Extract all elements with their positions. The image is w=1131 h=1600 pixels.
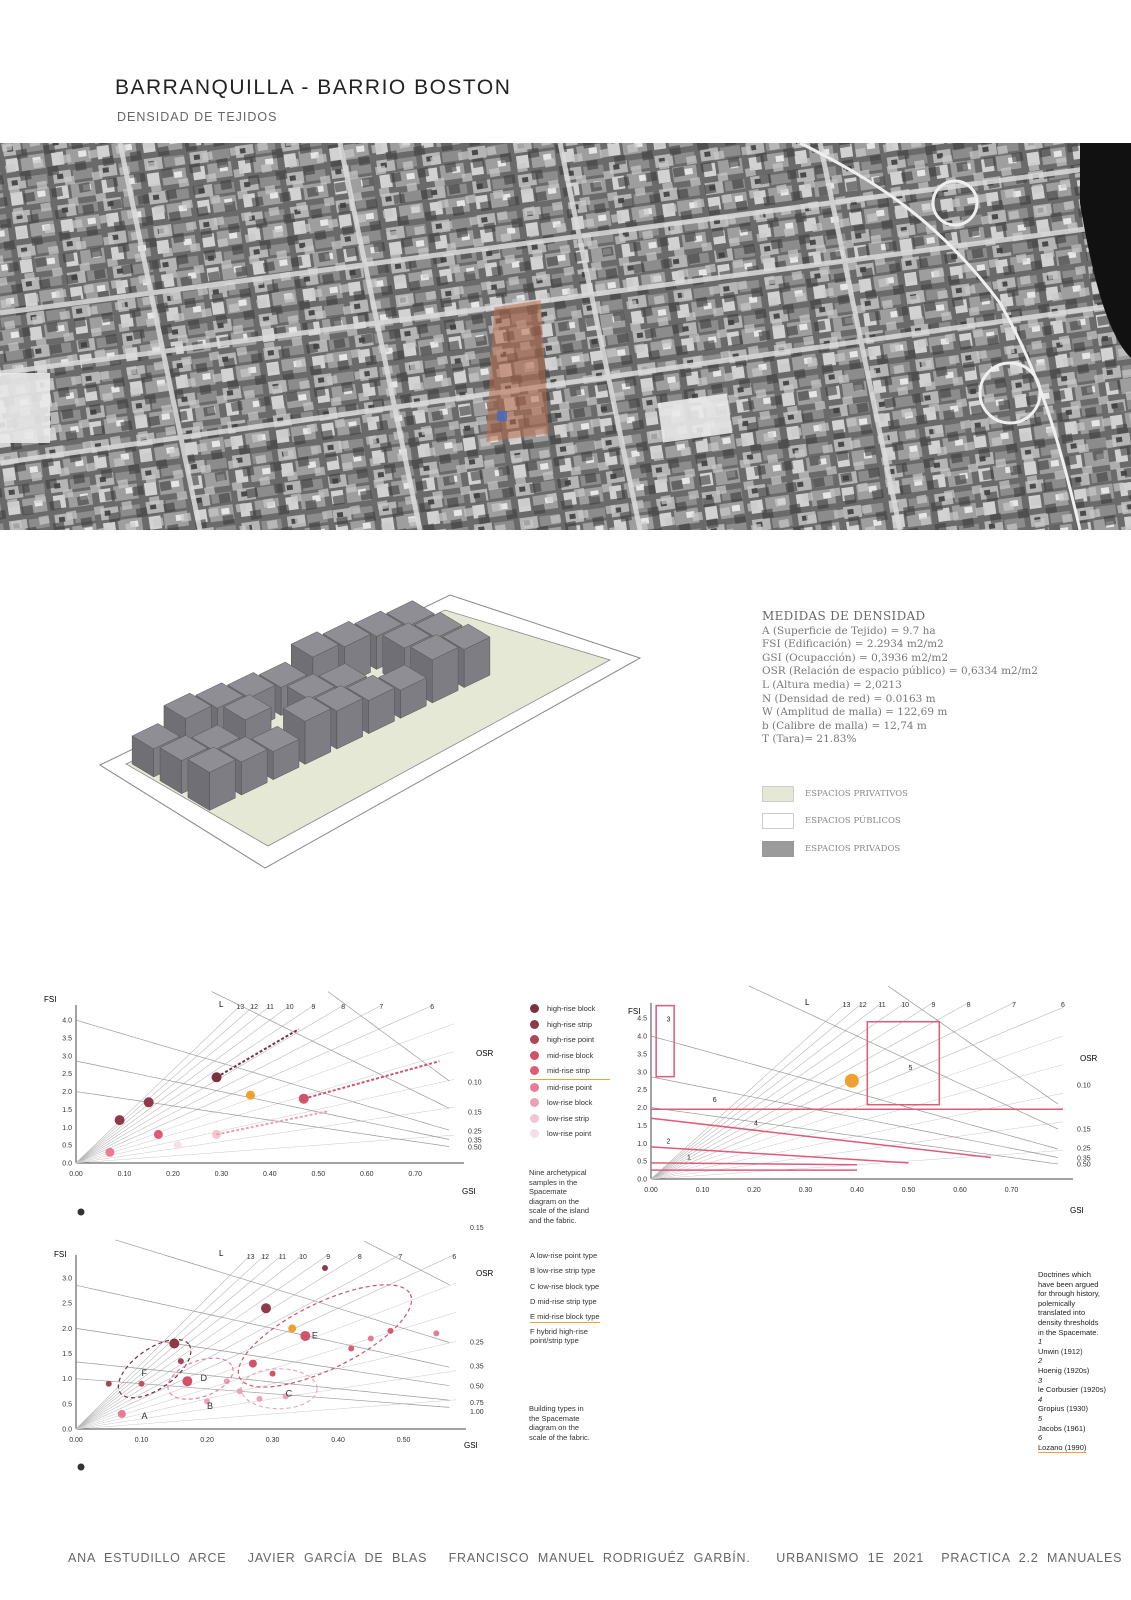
l-tick-label: 12 [250,1004,258,1011]
x-tick-label: 0.30 [265,1437,280,1444]
osr-tick-label: 0.35 [468,1137,482,1145]
data-point [237,1388,243,1394]
legend-label-privados: ESPACIOS PRIVADOS [805,844,901,854]
group-label: E [311,1330,318,1341]
y-tick-label: 2.0 [62,1089,72,1097]
y-tick-label: 1.0 [637,1140,647,1148]
data-point [154,1130,163,1139]
caption-line: translated into [1038,1308,1086,1318]
footer-credits: ANA ESTUDILLO ARCE JAVIER GARCÍA DE BLAS FRANCISCO MANUEL RODRIGUÉZ GARBÍN. URBANISMO 1E 2021 PRACTICA 2.2 MANUALES [68,1551,1123,1565]
doctrine-number: 5 [1038,1413,1043,1423]
spacemate-chart-building-types [44,1225,609,1475]
page-subtitle: DENSIDAD DE TEJIDOS [117,110,278,124]
osr-tick-label: 1.00 [470,1408,484,1416]
osr-label: OSR [476,1269,494,1278]
y-tick-label: 2.0 [637,1105,647,1113]
chart-b-caption [1038,1270,1106,1453]
type-item-highlight: E mid-rise block type [530,1312,600,1322]
osr-tick-label: 0.10 [468,1079,482,1087]
y-tick-label: 0.0 [637,1176,647,1184]
x-tick-label: 0.00 [69,1171,83,1178]
l-tick-label: 11 [278,1254,287,1261]
l-tick-label: 7 [398,1254,403,1261]
data-point [249,1360,257,1368]
y-tick-label: 4.0 [637,1033,647,1041]
legend-label-privativos: ESPACIOS PRIVATIVOS [805,789,908,799]
y-tick-label: 2.5 [62,1071,72,1079]
barrio-boston-point [845,1074,859,1088]
data-point [288,1324,296,1332]
gsi-axis-label: GSI [1070,1206,1084,1215]
type-item: A low-rise point type [530,1251,598,1260]
y-tick-label: 1.5 [637,1122,647,1130]
l-tick-label: 13 [246,1254,255,1261]
aerial-photo [0,143,1131,530]
osr-tick-label: 0.25 [468,1128,482,1136]
legend-label: high-rise strip [547,1019,593,1029]
group-label: F [141,1368,148,1379]
caption-line: diagram on the [529,1423,580,1433]
l-tick-label: 12 [261,1254,270,1261]
data-point [115,1115,125,1125]
l-label: L [219,1000,224,1009]
l-tick-label: 10 [285,1004,294,1011]
fsi-axis-label: FSI [44,995,57,1004]
legend-item [530,1017,610,1033]
y-tick-label: 3.0 [62,1053,72,1061]
doctrine-number: 2 [1038,1356,1043,1366]
chart-a-legend [530,1001,610,1142]
type-item: F hybrid high-rise point/strip type [530,1327,588,1346]
l-tick-label: 6 [452,1254,457,1261]
legend-label: mid-rise block [547,1050,594,1060]
y-tick-label: 1.0 [62,1124,72,1132]
doctrine-name: le Corbusier (1920s) [1038,1385,1106,1395]
data-point [106,1381,112,1387]
doctrine-number: 6 [1038,1433,1043,1443]
x-tick-label: 0.00 [644,1187,658,1194]
doctrine-number: 4 [1038,1394,1043,1404]
data-point [270,1371,276,1377]
l-tick-label: 12 [858,1002,867,1009]
legend-marker [530,1129,539,1138]
zone-label: 3 [666,1016,671,1024]
caption-line: diagram on the [529,1196,580,1206]
measure-line: A (Superficie de Tejido) = 9.7 ha [762,624,936,637]
l-tick-label: 13 [842,1002,851,1009]
l-tick-label: 11 [878,1002,886,1009]
gsi-axis-label: GSI [464,1441,478,1450]
page-title: BARRANQUILLA - BARRIO BOSTON [115,76,512,99]
legend-label: low-rise block [547,1098,593,1108]
logo-icon [78,1209,85,1216]
x-tick-label: 0.00 [69,1437,83,1444]
x-tick-label: 0.60 [953,1187,967,1194]
y-tick-label: 0.5 [62,1142,72,1150]
data-point [178,1358,184,1364]
doctrine-number: 3 [1038,1375,1043,1385]
x-tick-label: 0.50 [311,1171,326,1178]
legend-label: high-rise block [547,1004,596,1014]
x-tick-label: 0.50 [396,1437,411,1444]
osr-tick-label: 0.25 [1077,1145,1091,1153]
caption-line: density thresholds [1038,1317,1099,1327]
caption-line: Doctrines which [1038,1270,1091,1279]
legend-item [530,1032,610,1048]
l-tick-label: 11 [266,1004,274,1011]
legend-swatch-privados [762,841,794,857]
y-tick-label: 2.5 [637,1087,647,1095]
caption-line: for through history, [1038,1289,1100,1299]
l-label: L [805,998,810,1007]
measure-line: OSR (Relación de espacio público) = 0,6334 m2/m2 [762,665,1038,678]
axonometric-block-model [90,560,650,890]
x-tick-label: 0.40 [263,1171,277,1178]
l-tick-label: 8 [357,1254,362,1261]
zone-label: 5 [908,1064,913,1072]
legend-item [530,1001,610,1017]
group-label: D [200,1373,207,1384]
caption-line: Building types in [529,1404,584,1413]
doctrine-name-highlight: Lozano (1990) [1038,1442,1087,1452]
osr-tick-label: 0.25 [470,1339,484,1347]
osr-label: OSR [476,1049,494,1058]
x-tick-label: 0.20 [166,1171,180,1178]
x-tick-label: 0.20 [200,1437,214,1444]
l-tick-label: 13 [236,1004,245,1011]
caption-line: polemically [1038,1298,1076,1308]
caption-line: Nine archetypical [529,1168,587,1177]
measure-line: L (Altura media) = 2,0213 [762,678,902,691]
y-tick-label: 3.5 [637,1051,647,1059]
doctrine-name: Hoenig (1920s) [1038,1365,1090,1375]
y-tick-label: 3.0 [637,1069,647,1077]
group-label: C [285,1388,293,1399]
data-point [246,1091,255,1100]
data-point [144,1097,154,1107]
legend-item [530,1126,610,1142]
data-point [174,1141,182,1149]
measure-line: b (Calibre de malla) = 12,74 m [762,719,927,732]
l-tick-label: 10 [299,1254,307,1261]
y-tick-label: 0.0 [62,1160,72,1168]
osr-tick-label: 0.35 [470,1363,484,1371]
measure-line: N (Densidad de red) = 0.0163 m [762,692,936,705]
legend-item [530,1063,610,1080]
l-tick-label: 10 [901,1002,910,1009]
legend-marker [530,1004,539,1013]
data-point [348,1346,354,1352]
measure-line: T (Tara)= 21.83% [762,733,857,746]
legend-swatch-privativos [762,786,794,802]
y-tick-label: 0.0 [62,1426,72,1434]
type-item: D mid-rise strip type [530,1296,597,1306]
fsi-axis-label: FSI [628,1007,641,1016]
zone-label: 1 [687,1154,691,1162]
osr-tick-label: 0.15 [470,1225,484,1233]
x-tick-label: 0.70 [408,1171,423,1178]
caption-line: samples in the [529,1177,578,1187]
logo-icon [78,1464,85,1471]
legend-label-publicos: ESPACIOS PÚBLICOS [805,816,901,826]
zone-label: 6 [712,1097,717,1105]
osr-tick-label: 0.75 [470,1399,484,1407]
osr-tick-label: 0.35 [1077,1155,1091,1163]
l-tick-label: 8 [966,1002,971,1009]
doctrine-number: 1 [1038,1337,1043,1347]
data-point [105,1148,114,1157]
legend-item [530,1048,610,1064]
group-label: B [207,1400,214,1411]
y-tick-label: 4.5 [637,1015,647,1023]
legend-marker [530,1051,539,1060]
osr-tick-label: 0.50 [1077,1161,1091,1169]
l-label: L [219,1249,224,1258]
l-tick-label: 8 [341,1004,346,1011]
x-tick-label: 0.10 [134,1437,149,1444]
data-point [182,1376,192,1386]
x-tick-label: 0.30 [214,1171,229,1178]
osr-label: OSR [1080,1054,1098,1063]
y-tick-label: 4.0 [62,1017,72,1025]
y-tick-label: 2.5 [62,1300,72,1308]
caption-line: have been argued [1038,1279,1099,1289]
data-point [212,1072,222,1082]
data-point [212,1130,221,1139]
legend-marker [530,1035,539,1044]
x-tick-label: 0.30 [798,1187,813,1194]
measure-line: W (Amplitud de malla) = 122,69 m [762,706,948,719]
fsi-axis-label: FSI [54,1250,67,1259]
chart-c-types [530,1248,620,1345]
data-point [368,1335,374,1341]
osr-tick-label: 0.15 [1077,1126,1091,1134]
x-tick-label: 0.60 [359,1171,374,1178]
caption-line: the Spacemate [529,1413,580,1423]
legend-marker [530,1098,539,1107]
legend-marker [530,1066,539,1075]
l-tick-label: 6 [1061,1002,1065,1009]
type-item: C low-rise block type [530,1281,600,1291]
l-tick-label: 9 [931,1002,936,1009]
y-tick-label: 3.0 [62,1275,72,1283]
x-tick-label: 0.20 [747,1187,761,1194]
l-tick-label: 6 [430,1004,435,1011]
x-tick-label: 0.40 [331,1437,345,1444]
legend-item [530,1080,610,1096]
data-point [322,1265,328,1271]
osr-tick-label: 0.50 [468,1144,482,1152]
legend-label: high-rise point [547,1035,595,1045]
l-tick-label: 9 [326,1254,331,1261]
legend-label: low-rise strip [547,1113,590,1123]
measure-line: GSI (Ocupacción) = 0,3936 m2/m2 [762,651,949,664]
y-tick-label: 1.5 [62,1106,72,1114]
x-tick-label: 0.50 [901,1187,916,1194]
y-tick-label: 1.0 [62,1376,72,1384]
legend-swatch-publicos [762,813,794,829]
doctrine-name: Unwin (1912) [1038,1346,1083,1356]
type-item: B low-rise strip type [530,1266,596,1276]
x-tick-label: 0.10 [117,1171,132,1178]
y-tick-label: 0.5 [637,1158,647,1166]
legend-label: mid-rise strip [547,1066,590,1076]
data-point [261,1303,271,1313]
caption-line: scale of the fabric. [529,1432,590,1442]
osr-tick-label: 0.15 [468,1109,482,1117]
legend-marker [530,1114,539,1123]
l-tick-label: 7 [379,1004,384,1011]
legend-marker [530,1083,539,1092]
data-point [433,1330,439,1336]
l-tick-label: 9 [311,1004,316,1011]
legend-marker [530,1020,539,1029]
zone-label: 2 [666,1138,671,1146]
measure-line: FSI (Edificación) = 2.2934 m2/m2 [762,638,944,651]
chart-a-caption [529,1168,589,1226]
y-tick-label: 3.5 [62,1035,72,1043]
doctrine-name: Gropius (1930) [1038,1404,1089,1414]
y-tick-label: 0.5 [62,1401,72,1409]
legend-label: low-rise point [547,1129,592,1139]
legend-item [530,1111,610,1127]
caption-line: Spacemate [529,1187,567,1197]
density-measures [762,610,1038,747]
data-point [139,1381,145,1387]
caption-line: in the Spacemate. [1038,1327,1099,1337]
caption-line: scale of the island [529,1206,590,1216]
data-point [256,1396,262,1402]
x-tick-label: 0.10 [695,1187,710,1194]
osr-tick-label: 0.50 [470,1383,484,1391]
legend-label: mid-rise point [547,1082,593,1092]
y-tick-label: 2.0 [62,1325,72,1333]
doctrine-name: Jacobs (1961) [1038,1423,1086,1433]
x-tick-label: 0.70 [1004,1187,1019,1194]
chart-c-caption [529,1404,590,1442]
caption-line: and the fabric. [529,1215,577,1225]
gsi-axis-label: GSI [462,1187,476,1196]
data-point [300,1331,310,1341]
x-tick-label: 0.40 [850,1187,864,1194]
y-tick-label: 1.5 [62,1351,72,1359]
spacemate-chart-doctrines [625,995,1110,1220]
spacemate-chart-archetypes [44,986,609,1221]
density-measures-heading: MEDIDAS DE DENSIDAD [762,609,926,623]
legend-item [530,1095,610,1111]
l-tick-label: 7 [1012,1002,1017,1009]
group-label: A [141,1410,148,1421]
osr-tick-label: 0.10 [1077,1082,1091,1090]
zone-label: 4 [754,1120,758,1128]
data-point [118,1410,126,1418]
